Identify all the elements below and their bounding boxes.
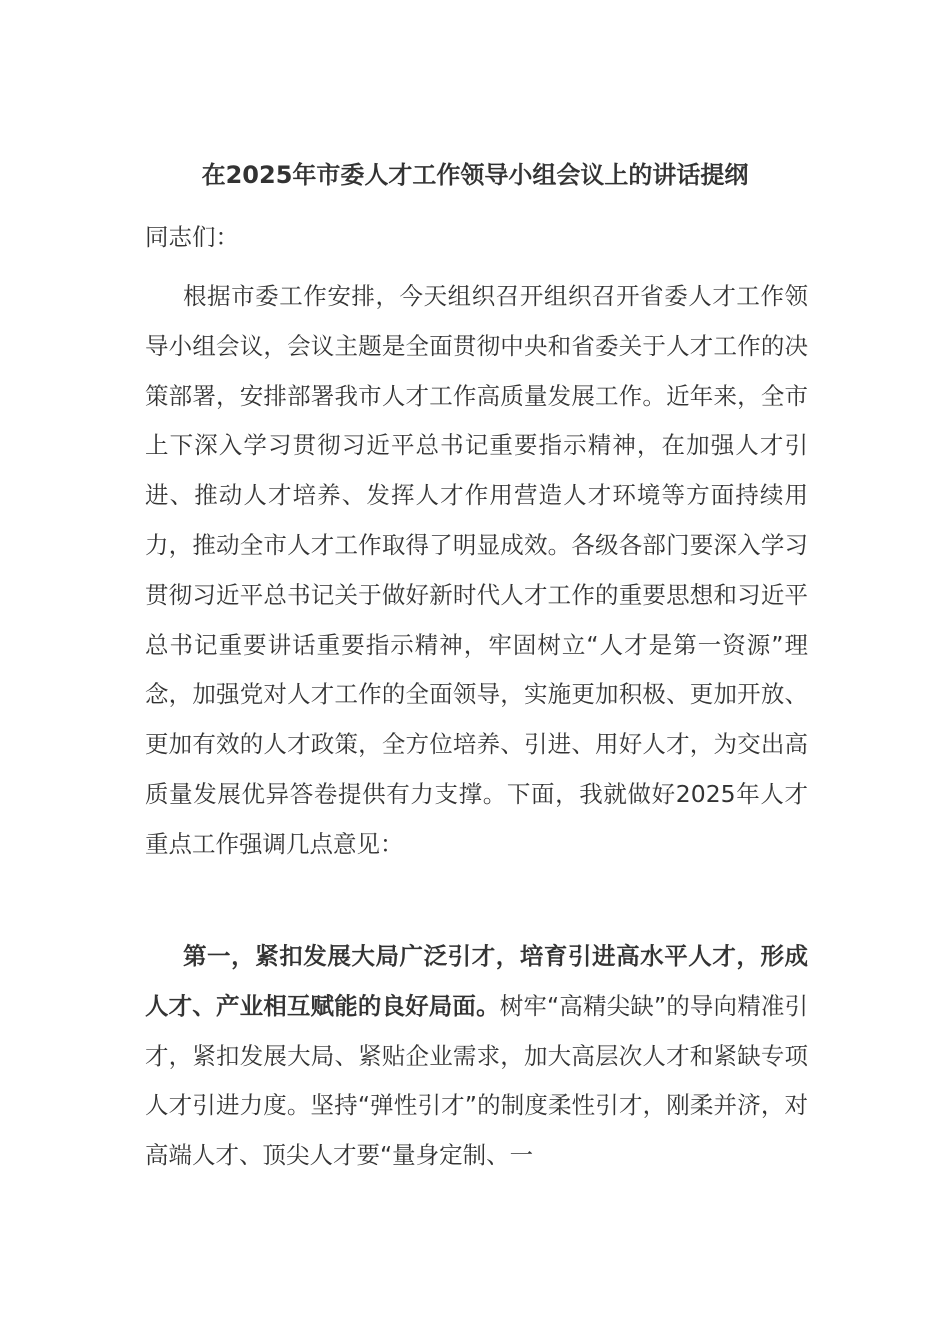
paragraph-intro: 根据市委工作安排，今天组织召开组织召开省委人才工作领导小组会议，会议主题是全面贯彻中央和省委关于人才工作的决策部署，安排部署我市人才工作高质量发展工作。近年来，全市上下深入学习贯彻习近平总书记重要指示精神，在加强人才引进、推动人才培养、发挥人才作用营造人才环境等方面持续用力，推动全市人才工作取得了明显成效。各级各部门要深入学习贯彻习近平总书记关于做好新时代人才工作的重要思想和习近平总书记重要讲话重要指示精神，牢固树立“人才是第一资源”理念，加强党对人才工作的全面领导，实施更加积极、更加开放、更加有效的人才政策，全方位培养、引进、用好人才，为交出高质量发展优异答卷提供有力支撑。下面，我就做好2025年人才重点工作强调几点意见： [145,282,808,858]
paragraph-first-point [145,932,808,1181]
salutation: 同志们： [145,223,239,251]
paragraph-lead-sentence: 第一，紧扣发展大局广泛引才，培育引进高水平人才，形成人才、产业相互赋能的良好局面。 [145,942,808,1020]
document-title: 在2025年市委人才工作领导小组会议上的讲话提纲 [201,161,749,189]
paragraph-body-text: 树牢“高精尖缺”的导向精准引才，紧扣发展大局、紧贴企业需求，加大高层次人才和紧缺专项人才引进力度。坚持“弹性引才”的制度柔性引才，刚柔并济，对高端人才、顶尖人才要“量身定制、一 [145,991,808,1170]
